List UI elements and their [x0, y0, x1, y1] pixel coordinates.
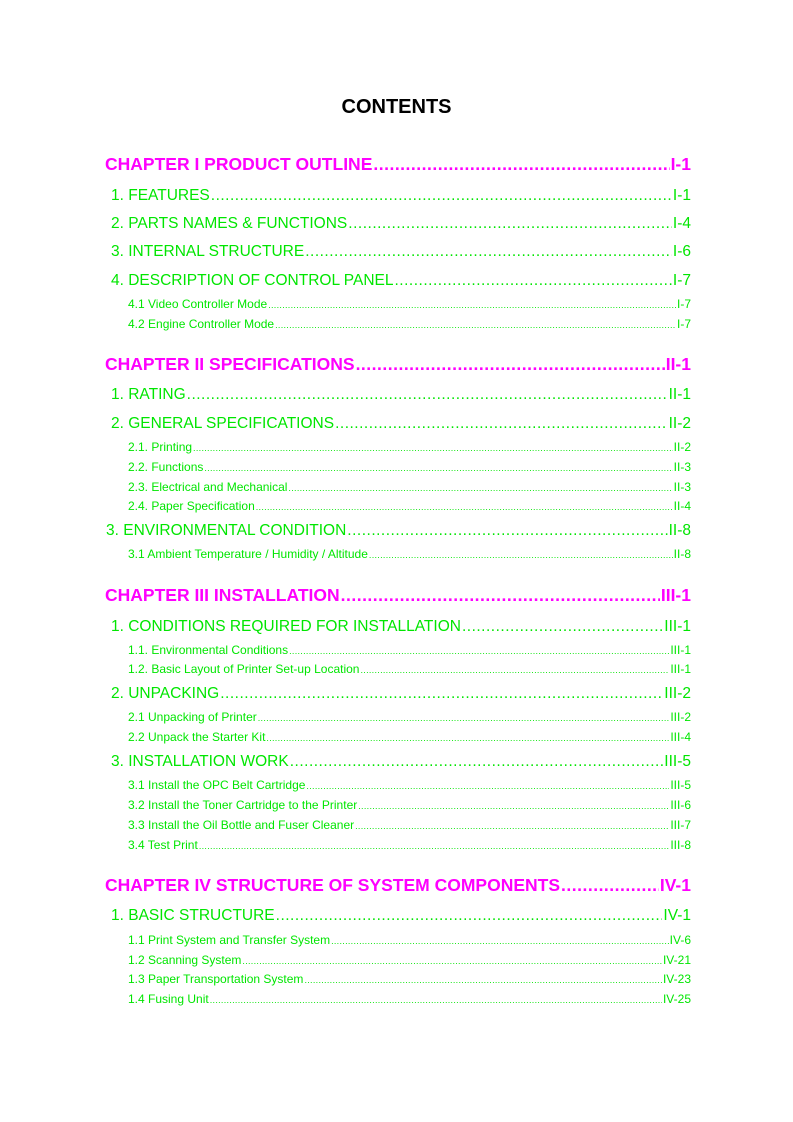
- toc-page: II-4: [673, 499, 691, 513]
- toc-label: 1.3 Paper Transportation System: [128, 972, 304, 986]
- toc-page: III-8: [670, 838, 691, 852]
- toc-label: 1. RATING: [111, 386, 186, 403]
- toc-subsection[interactable]: [128, 297, 691, 313]
- toc-label: 3.2 Install the Toner Cartridge to the Printer: [128, 798, 358, 812]
- toc-subsection[interactable]: [128, 317, 691, 333]
- toc-label: 4.2 Engine Controller Mode: [128, 317, 275, 331]
- toc-subsection[interactable]: [128, 440, 691, 456]
- dot-leader: [304, 975, 662, 985]
- toc-label: 2. PARTS NAMES & FUNCTIONS: [111, 215, 348, 232]
- dot-leader: [187, 386, 668, 404]
- toc-subsection[interactable]: [128, 838, 691, 854]
- toc-page: II-8: [673, 547, 691, 561]
- toc-subsection[interactable]: [128, 662, 691, 678]
- toc-label: 4.1 Video Controller Mode: [128, 297, 268, 311]
- toc-page: IV-6: [669, 933, 691, 947]
- dot-leader: [256, 502, 673, 512]
- dot-leader: [290, 753, 664, 771]
- toc-page: III-7: [670, 818, 691, 832]
- toc-chapter-3[interactable]: [105, 585, 691, 609]
- dot-leader: [268, 300, 676, 310]
- toc-label: 1.2 Scanning System: [128, 953, 242, 967]
- toc-subsection[interactable]: [128, 710, 691, 726]
- dot-leader: [335, 415, 668, 433]
- toc-page: IV-1: [663, 907, 691, 924]
- toc-page: I-7: [676, 297, 691, 311]
- dot-leader: [288, 483, 672, 493]
- toc-section[interactable]: [111, 187, 691, 207]
- toc-label: CHAPTER II SPECIFICATIONS: [105, 354, 355, 374]
- dot-leader: [369, 550, 673, 560]
- toc-page: III-1: [670, 662, 691, 676]
- toc-label: 3.4 Test Print: [128, 838, 198, 852]
- toc-page: I-7: [676, 317, 691, 331]
- toc-label: 3.3 Install the Oil Bottle and Fuser Cleaner: [128, 818, 355, 832]
- toc-section[interactable]: [111, 907, 691, 927]
- toc-section[interactable]: [111, 215, 691, 235]
- toc-page: IV-1: [659, 875, 691, 895]
- toc-section[interactable]: [111, 272, 691, 292]
- dot-leader: [355, 821, 669, 831]
- toc-page: III-5: [670, 778, 691, 792]
- toc-page: IV-21: [662, 953, 691, 967]
- toc-section[interactable]: [111, 753, 691, 773]
- toc-subsection[interactable]: [128, 643, 691, 659]
- toc-chapter-4[interactable]: [105, 875, 691, 899]
- toc-label: 3. INTERNAL STRUCTURE: [111, 243, 305, 260]
- toc-page: II-3: [673, 460, 691, 474]
- toc-label: 1.1. Environmental Conditions: [128, 643, 289, 657]
- toc-label: 1.2. Basic Layout of Printer Set-up Location: [128, 662, 360, 676]
- toc-page: IV-23: [662, 972, 691, 986]
- dot-leader: [220, 685, 663, 703]
- toc-page: II-2: [673, 440, 691, 454]
- toc-label: 2. GENERAL SPECIFICATIONS: [111, 415, 335, 432]
- toc-page: III-2: [670, 710, 691, 724]
- dot-leader: [242, 956, 662, 966]
- dot-leader: [210, 995, 662, 1005]
- dot-leader: [266, 733, 669, 743]
- toc-section[interactable]: [106, 522, 691, 542]
- toc-subsection[interactable]: [128, 818, 691, 834]
- toc-page: II-1: [668, 386, 691, 403]
- dot-leader: [360, 665, 669, 675]
- toc-section[interactable]: [111, 685, 691, 705]
- toc-label: 2.4. Paper Specification: [128, 499, 255, 513]
- toc-subsection[interactable]: [128, 972, 691, 988]
- dot-leader: [356, 354, 665, 375]
- toc-page: I-6: [672, 243, 691, 260]
- toc-label: 1.1 Print System and Transfer System: [128, 933, 331, 947]
- toc-page: III-1: [670, 643, 691, 657]
- dot-leader: [341, 585, 660, 606]
- toc-label: CHAPTER I PRODUCT OUTLINE: [105, 154, 373, 174]
- dot-leader: [373, 154, 669, 175]
- toc-subsection[interactable]: [128, 992, 691, 1008]
- toc-label: 1.4 Fusing Unit: [128, 992, 209, 1006]
- toc-subsection[interactable]: [128, 953, 691, 969]
- toc-label: CHAPTER IV STRUCTURE OF SYSTEM COMPONENTS: [105, 875, 561, 895]
- dot-leader: [276, 907, 663, 925]
- dot-leader: [275, 320, 676, 330]
- toc-page: III-2: [664, 685, 691, 702]
- toc-label: 2. UNPACKING: [111, 685, 220, 702]
- toc-page: III-4: [670, 730, 691, 744]
- toc-page: II-1: [665, 354, 691, 374]
- dot-leader: [306, 781, 669, 791]
- dot-leader: [462, 618, 663, 636]
- toc-subsection[interactable]: [128, 933, 691, 949]
- dot-leader: [204, 463, 672, 473]
- dot-leader: [358, 801, 669, 811]
- toc-label: 2.2. Functions: [128, 460, 204, 474]
- toc-chapter-1[interactable]: [105, 154, 691, 178]
- toc-label: 2.2 Unpack the Starter Kit: [128, 730, 266, 744]
- dot-leader: [395, 272, 672, 290]
- toc-label: 3. INSTALLATION WORK: [111, 753, 289, 770]
- toc-page: I-1: [672, 187, 691, 204]
- toc-subsection[interactable]: [128, 499, 691, 515]
- toc-subsection[interactable]: [128, 798, 691, 814]
- toc-subsection[interactable]: [128, 730, 691, 746]
- toc-label: 1. CONDITIONS REQUIRED FOR INSTALLATION: [111, 618, 461, 635]
- toc-subsection[interactable]: [128, 778, 691, 794]
- toc-page: III-5: [664, 753, 691, 770]
- toc-subsection[interactable]: [128, 547, 691, 563]
- dot-leader: [348, 215, 672, 233]
- toc-label: 3.1 Install the OPC Belt Cartridge: [128, 778, 306, 792]
- toc-label: 4. DESCRIPTION OF CONTROL PANEL: [111, 272, 394, 289]
- dot-leader: [305, 243, 672, 261]
- toc-page: II-3: [673, 480, 691, 494]
- toc-section[interactable]: [111, 415, 691, 435]
- toc-section[interactable]: [111, 243, 691, 263]
- toc-label: 1. BASIC STRUCTURE: [111, 907, 275, 924]
- dot-leader: [561, 875, 659, 896]
- toc-label: 1. FEATURES: [111, 187, 210, 204]
- toc-chapter-2[interactable]: [105, 354, 691, 378]
- page-title: CONTENTS: [341, 96, 452, 118]
- dot-leader: [331, 936, 669, 946]
- toc-page: I-4: [672, 215, 691, 232]
- toc-section[interactable]: [111, 386, 691, 406]
- toc-page: I-7: [672, 272, 691, 289]
- toc-label: 3. ENVIRONMENTAL CONDITION: [106, 522, 347, 539]
- dot-leader: [258, 713, 670, 723]
- toc-page: III-1: [660, 585, 691, 605]
- dot-leader: [289, 646, 669, 656]
- toc-label: CHAPTER III INSTALLATION: [105, 585, 340, 605]
- toc-label: 2.3. Electrical and Mechanical: [128, 480, 288, 494]
- toc-label: 2.1. Printing: [128, 440, 193, 454]
- dot-leader: [347, 522, 667, 540]
- toc-label: 3.1 Ambient Temperature / Humidity / Altitude: [128, 547, 368, 561]
- toc-page: II-8: [668, 522, 691, 539]
- toc-page: III-6: [670, 798, 691, 812]
- toc-label: 2.1 Unpacking of Printer: [128, 710, 257, 724]
- dot-leader: [199, 841, 670, 851]
- dot-leader: [211, 187, 672, 205]
- dot-leader: [193, 443, 673, 453]
- toc-section[interactable]: [111, 618, 691, 638]
- toc-page: I-1: [670, 154, 691, 174]
- toc-page: II-2: [668, 415, 691, 432]
- toc-subsection[interactable]: [128, 480, 691, 496]
- toc-page: IV-25: [662, 992, 691, 1006]
- toc-subsection[interactable]: [128, 460, 691, 476]
- toc-page: III-1: [664, 618, 691, 635]
